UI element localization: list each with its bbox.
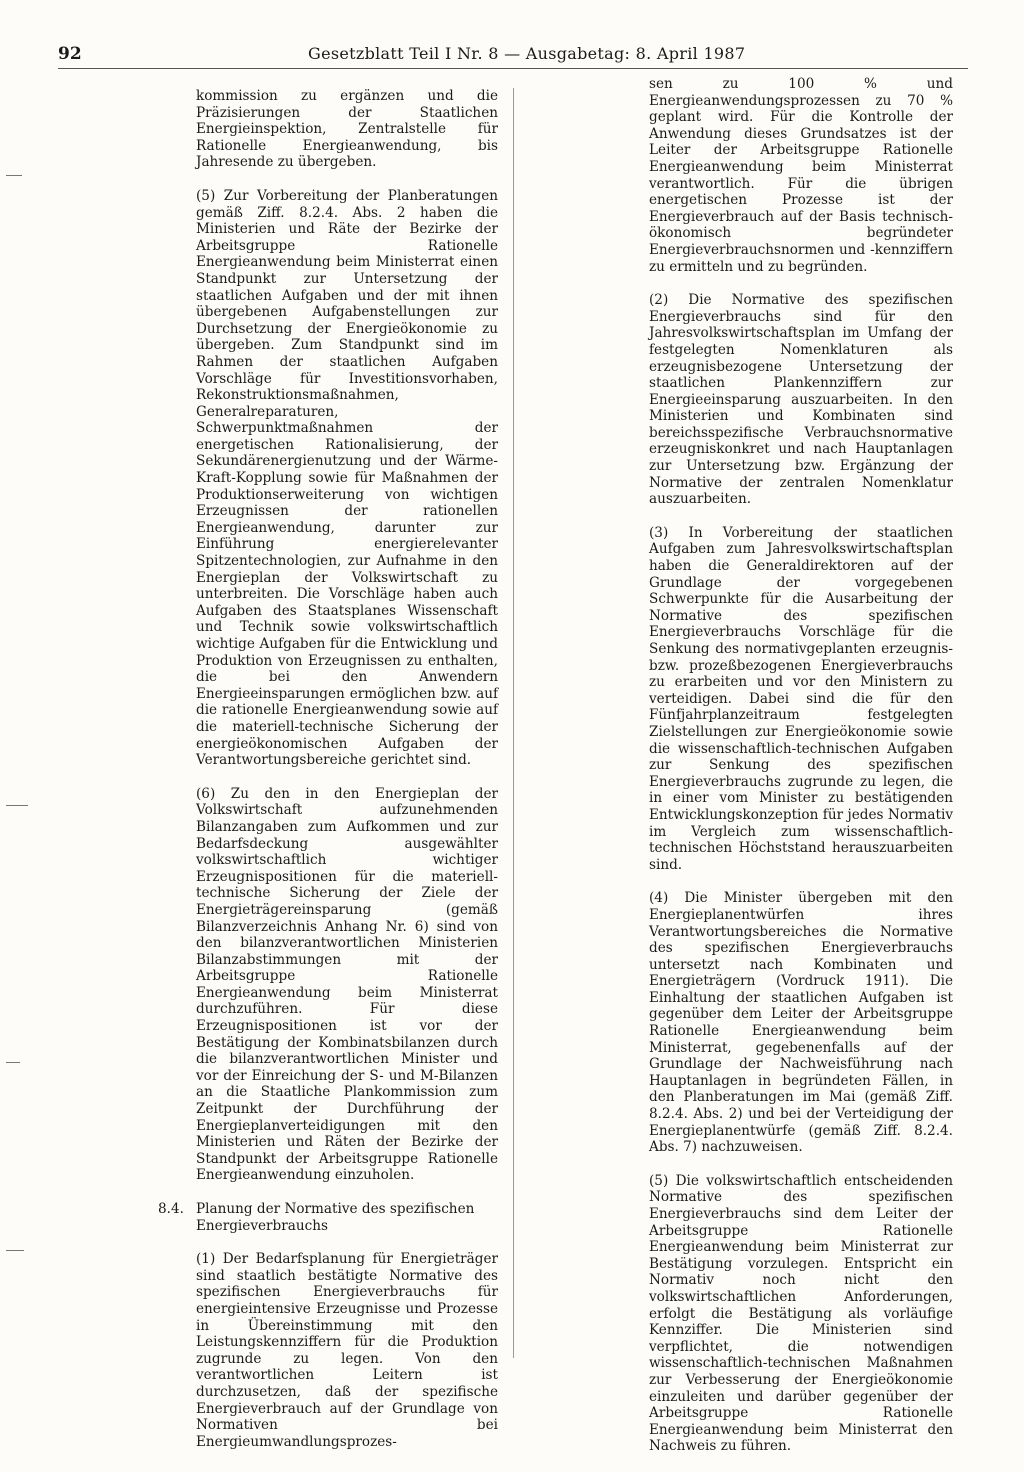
margin-mark — [6, 805, 28, 806]
section-heading — [158, 1201, 498, 1234]
page-number: 92 — [58, 44, 82, 64]
right-paragraph-3: (3) In Vorbereitung der staatlichen Aufgaben zum Jahresvolkswirtschaftsplan haben die Generaldirektoren auf der Grundlage der vorgegebenen Schwerpunkte für die Ausarbeitung der Normative des spezifischen Energieverbrauchs Vorschläge für die Senkung des normativgeplanten erzeugnis- bzw. prozeßbezogenen Energieverbrauchs zu erarbeiten und vor den Ministern zu verteidigen. Dabei sind die für den Fünfjahrplanzeitraum festgelegten Zielstellungen zur Energieökonomie sowie die wissenschaftlich-technischen Aufgaben zur Senkung des spezifischen Energieverbrauchs zugrunde zu legen, die in einer vom Minister zu bestätigenden Entwicklungskonzeption für jedes Normativ im Vergleich zum wissenschaftlich-technischen Höchststand herauszuarbeiten sind. — [649, 524, 953, 873]
left-paragraph-3: (6) Zu den in den Energieplan der Volkswirtschaft aufzunehmenden Bilanzangaben zum Aufkommen und zur Bedarfsdeckung ausgewählter volkswirtschaftlich wichtiger Erzeugnispositionen für die materiell-technische Sicherung der Ziele der Energieträgereinsparung (gemäß Bilanzverzeichnis Anhang Nr. 6) sind von den bilanzverantwortlichen Ministerien Bilanzabstimmungen mit der Arbeitsgruppe Rationelle Energieanwendung beim Ministerrat durchzuführen. Für diese Erzeugnispositionen ist vor der Bestätigung der Kombinatsbilanzen durch die bilanzverantwortlichen Minister und vor der Einreichung der S- und M-Bilanzen an die Staatliche Plankommission zum Zeitpunkt der Durchführung der Energieplanverteidigungen mit den Ministerien und Räten der Bezirke der Standpunkt der Arbeitsgruppe Rationelle Energieanwendung einzuholen. — [196, 785, 498, 1184]
right-paragraph-4: (4) Die Minister übergeben mit den Energieplanentwürfen ihres Verantwortungsbereiches die Normative des spezifischen Energieverbrauchs untersetzt nach Kombinaten und Energieträgern (Vordruck 1911). Die Einhaltung der staatlichen Aufgaben ist gegenüber dem Leiter der Arbeitsgruppe Rationelle Energieanwendung beim Ministerrat, gegebenenfalls auf der Grundlage der Nachweisführung nach Hauptanlagen in begründeten Fällen, in den Planberatungen im Mai (gemäß Ziff. 8.2.4. Abs. 2) und bei der Verteidigung der Energieplanentwürfe (gemäß Ziff. 8.2.4. Abs. 7) nachzuweisen. — [649, 890, 953, 1156]
left-paragraph-1: kommission zu ergänzen und die Präzisierungen der Staatlichen Energieinspektion, Zentralstelle für Rationelle Energieanwendung, bis Jahresende zu übergeben. — [196, 88, 498, 171]
margin-mark — [6, 1062, 20, 1063]
right-paragraph-5: (5) Die volkswirtschaftlich entscheidenden Normative des spezifischen Energieverbrauchs sind dem Leiter der Arbeitsgruppe Rationelle Energieanwendung beim Ministerrat zur Bestätigung vorzulegen. Entspricht ein Normativ noch nicht den volkswirtschaftlichen Anforderungen, erfolgt die Bestätigung als vorläufige Kennziffer. Die Ministerien sind verpflichtet, die notwendigen wissenschaftlich-technischen Maßnahmen zur Verbesserung der Energieökonomie einzuleiten und darüber gegenüber der Arbeitsgruppe Rationelle Energieanwendung beim Ministerrat den Nachweis zu führen. — [649, 1172, 953, 1455]
header-title: Gesetzblatt Teil I Nr. 8 — Ausgabetag: 8. April 1987 — [308, 44, 746, 63]
column-divider — [513, 88, 514, 1358]
margin-mark — [6, 1250, 24, 1251]
margin-mark — [6, 175, 22, 176]
left-column — [158, 88, 498, 1467]
left-paragraph-2: (5) Zur Vorbereitung der Planberatungen gemäß Ziff. 8.2.4. Abs. 2 haben die Ministerien und Räte der Bezirke der Arbeitsgruppe Rationelle Energieanwendung beim Ministerrat einen Standpunkt zur Untersetzung der staatlichen Aufgaben und der mit ihnen übergebenen Aufgabenstellungen zur Durchsetzung der Energieökonomie zu übergeben. Zum Standpunkt sind im Rahmen der staatlichen Aufgaben Vorschläge für Investitionsvorhaben, Rekonstruktionsmaßnahmen, Generalreparaturen, Schwerpunktmaßnahmen der energetischen Rationalisierung, der Sekundärenergienutzung und der Wärme-Kraft-Kopplung sowie für Maßnahmen der Produktionserweiterung von wichtigen Erzeugnissen der rationellen Energieanwendung, darunter zur Einführung energierelevanter Spitzentechnologien, zur Aufnahme in den Energieplan der Volkswirtschaft zu unterbreiten. Die Vorschläge haben auch Aufgaben des Staatsplanes Wissenschaft und Technik sowie volkswirtschaftlich wichtige Aufgaben für die Entwicklung und Produktion von Erzeugnissen zu enthalten, die bei den Anwendern Energieeinsparungen ermöglichen bzw. auf die rationelle Energieanwendung sowie auf die materiell-technische Sicherung der energieökonomischen Aufgaben der Verantwortungsbereiche gerichtet sind. — [196, 187, 498, 769]
right-paragraph-1: sen zu 100 % und Energieanwendungsprozessen zu 70 % geplant wird. Für die Kontrolle der Anwendung dieses Grundsatzes ist der Leiter der Arbeitsgruppe Rationelle Energieanwendung beim Ministerrat verantwortlich. Für die übrigen energetischen Prozesse ist der Energieverbrauch auf der Basis technisch-ökonomisch begründeter Energieverbrauchsnormen und -kennziffern zu ermitteln und zu begründen. — [649, 76, 953, 275]
section-title: Planung der Normative des spezifischen Energieverbrauchs — [196, 1201, 475, 1234]
section-number: 8.4. — [158, 1201, 184, 1217]
left-paragraph-4: (1) Der Bedarfsplanung für Energieträger sind staatlich bestätigte Normative des spezifischen Energieverbrauchs für energieintensive Erzeugnisse und Prozesse in Übereinstimmung mit den Leistungskennziffern für die Produktion zugrunde zu legen. Von den verantwortlichen Leitern ist durchzusetzen, daß der spezifische Energieverbrauch auf der Grundlage von Normativen bei Energieumwandlungsprozes- — [196, 1251, 498, 1450]
right-column — [649, 76, 953, 1472]
right-paragraph-2: (2) Die Normative des spezifischen Energieverbrauchs sind für den Jahresvolkswirtschaftsplan im Umfang der festgelegten Nomenklaturen als erzeugnisbezogene Untersetzung der staatlichen Plankennziffern zur Energieeinsparung auszuarbeiten. In den Ministerien und Kombinaten sind bereichsspezifische Verbrauchsnormative erzeugniskonkret und nach Hauptanlagen zur Untersetzung bzw. Ergänzung der Normative der zentralen Nomenklatur auszuarbeiten. — [649, 292, 953, 508]
header-rule — [58, 68, 968, 69]
